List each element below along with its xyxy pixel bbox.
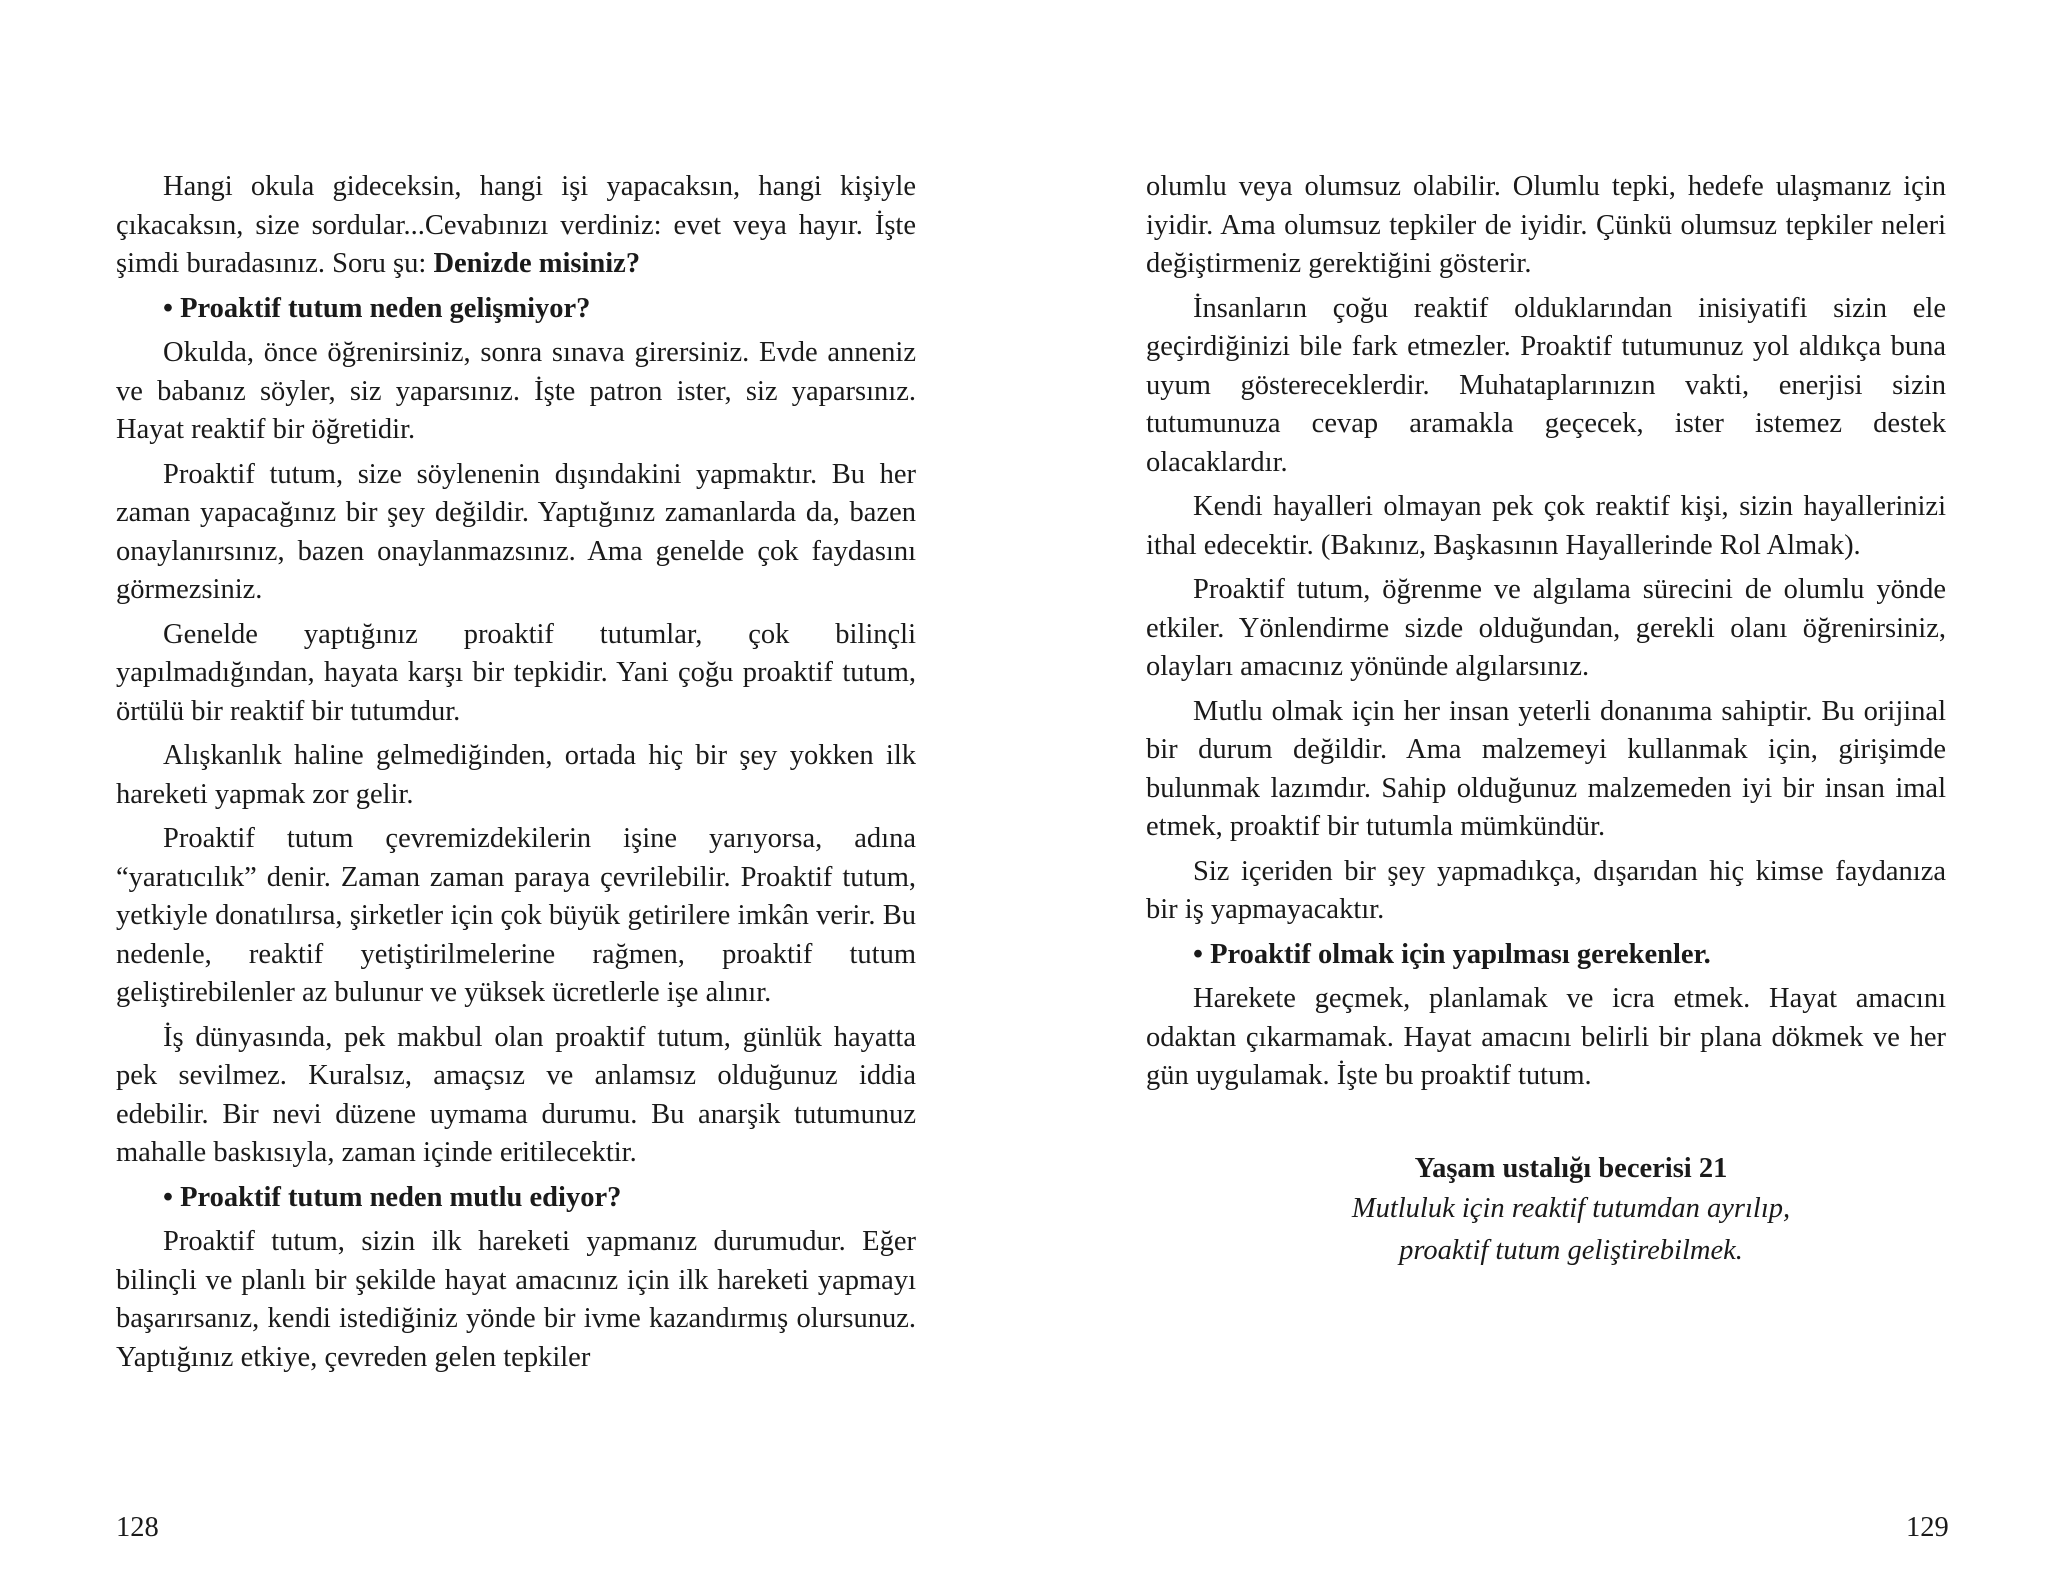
paragraph: Proaktif tutum çevremizdekilerin işine yarıyorsa, adına “yaratıcılık” denir. Zaman zaman paraya çevrilebilir. Proaktif tutum, yetkiyle donatılırsa, şirketler için çok büyük getirilere imkân verir. Bu nedenle, reaktif yetiştirilmelerine rağmen, proaktif tutum geliştirebilenler az bulunur ve yüksek ücretlerle işe alınır. — [116, 823, 916, 1008]
paragraph: İş dünyasında, pek makbul olan proaktif tutum, günlük hayatta pek sevilmez. Kuralsız, amaçsız ve anlamsız olduğunuz iddia edebilir. Bir nevi düzene uymama durumu. Bu anarşik tutumunuz mahalle baskısıyla, zaman içinde eritilecektir. — [116, 1021, 916, 1168]
page-number-right: 129 — [1906, 1512, 1949, 1543]
paragraph: Siz içeriden bir şey yapmadıkça, dışarıdan hiç kimse faydanıza bir iş yapmayacaktır. — [1146, 855, 1946, 925]
right-page — [1146, 168, 1946, 1272]
skill-line: Mutluluk için reaktif tutumdan ayrılıp, — [1351, 1192, 1791, 1224]
skill-title: Yaşam ustalığı becerisi 21 — [1414, 1152, 1728, 1184]
skill-box — [1146, 1150, 1946, 1272]
paragraph: Kendi hayalleri olmayan pek çok reaktif kişi, sizin hayallerinizi ithal edecektir. (Bakınız, Başkasının Hayallerinde Rol Almak). — [1146, 491, 1946, 561]
paragraph: Genelde yaptığınız proaktif tutumlar, çok bilinçli yapılmadığından, hayata karşı bir tepkidir. Yani çoğu proaktif tutum, örtülü bir reaktif bir tutumdur. — [116, 618, 916, 727]
paragraph: Proaktif tutum, size söylenenin dışındakini yapmaktır. Bu her zaman yapacağınız bir şey değildir. Yaptığınız zamanlarda da, bazen onaylanırsınız, bazen onaylanmazsınız. Ama genelde çok faydasını görmezsiniz. — [116, 458, 916, 605]
paragraph: Proaktif tutum, sizin ilk hareketi yapmanız durumudur. Eğer bilinçli ve planlı bir şekilde hayat amacınız için ilk hareketi yapmayı başarırsanız, kendi istediğiniz yönde bir ivme kazandırmış olursunuz. Yaptığınız etkiye, çevreden gelen tepkiler — [116, 1226, 916, 1373]
bold-question: Denizde misiniz? — [433, 248, 641, 279]
page-number-left: 128 — [116, 1512, 159, 1543]
paragraph-text: Hangi okula gideceksin, hangi işi yapacaksın, hangi kişiyle çıkacaksın, size sordular...Cevabınızı verdiniz: evet veya hayır. İşte şimdi buradasınız. Soru şu: — [116, 171, 916, 279]
section-heading-text: Proaktif tutum neden mutlu ediyor? — [180, 1181, 622, 1213]
paragraph: İnsanların çoğu reaktif olduklarından inisiyatifi sizin ele geçirdiğinizi bile fark etmezler. Proaktif tutumunuz yol aldıkça buna uyum göstereceklerdir. Muhataplarınızın vakti, enerjisi sizin tutumunuza cevap aramakla geçecek, ister istemez destek olacaklardır. — [1146, 292, 1946, 478]
paragraph — [116, 168, 916, 284]
section-heading — [116, 290, 916, 329]
section-heading-text: Proaktif tutum neden gelişmiyor? — [180, 292, 591, 324]
bullet-icon: • — [163, 1181, 173, 1213]
bullet-icon: • — [163, 292, 173, 324]
section-heading — [1146, 936, 1946, 975]
bullet-icon: • — [1193, 938, 1203, 970]
paragraph: Proaktif tutum, öğrenme ve algılama sürecini de olumlu yönde etkiler. Yönlendirme sizde olduğundan, gerekli olanı öğrenirsiniz, olayları amacınız yönünde algılarsınız. — [1146, 574, 1946, 682]
section-heading — [116, 1179, 916, 1218]
paragraph: Harekete geçmek, planlamak ve icra etmek. Hayat amacını odaktan çıkarmamak. Hayat amacını belirli bir plana dökmek ve her gün uygulamak. İşte bu proaktif tutum. — [1146, 983, 1946, 1091]
paragraph: Alışkanlık haline gelmediğinden, ortada hiç bir şey yokken ilk hareketi yapmak zor gelir. — [116, 740, 916, 810]
paragraph: Mutlu olmak için her insan yeterli donanıma sahiptir. Bu orijinal bir durum değildir. Ama malzemeyi kullanmak için, girişimde bulunmak lazımdır. Sahip olduğunuz malzemeden iyi bir insan imal etmek, proaktif bir tutumla mümkündür. — [1146, 695, 1946, 842]
skill-line: proaktif tutum geliştirebilmek. — [1399, 1234, 1743, 1266]
paragraph: Okulda, önce öğrenirsiniz, sonra sınava girersiniz. Evde anneniz ve babanız söyler, siz yaparsınız. İşte patron ister, siz yaparsınız. Hayat reaktif bir öğretidir. — [116, 337, 916, 445]
section-heading-text: Proaktif olmak için yapılması gerekenler. — [1210, 938, 1711, 970]
paragraph: olumlu veya olumsuz olabilir. Olumlu tepki, hedefe ulaşmanız için iyidir. Ama olumsuz tepkiler de iyidir. Çünkü olumsuz tepkiler neleri değiştirmeniz gerektiğini gösterir. — [1146, 171, 1946, 279]
left-page — [116, 168, 916, 1383]
